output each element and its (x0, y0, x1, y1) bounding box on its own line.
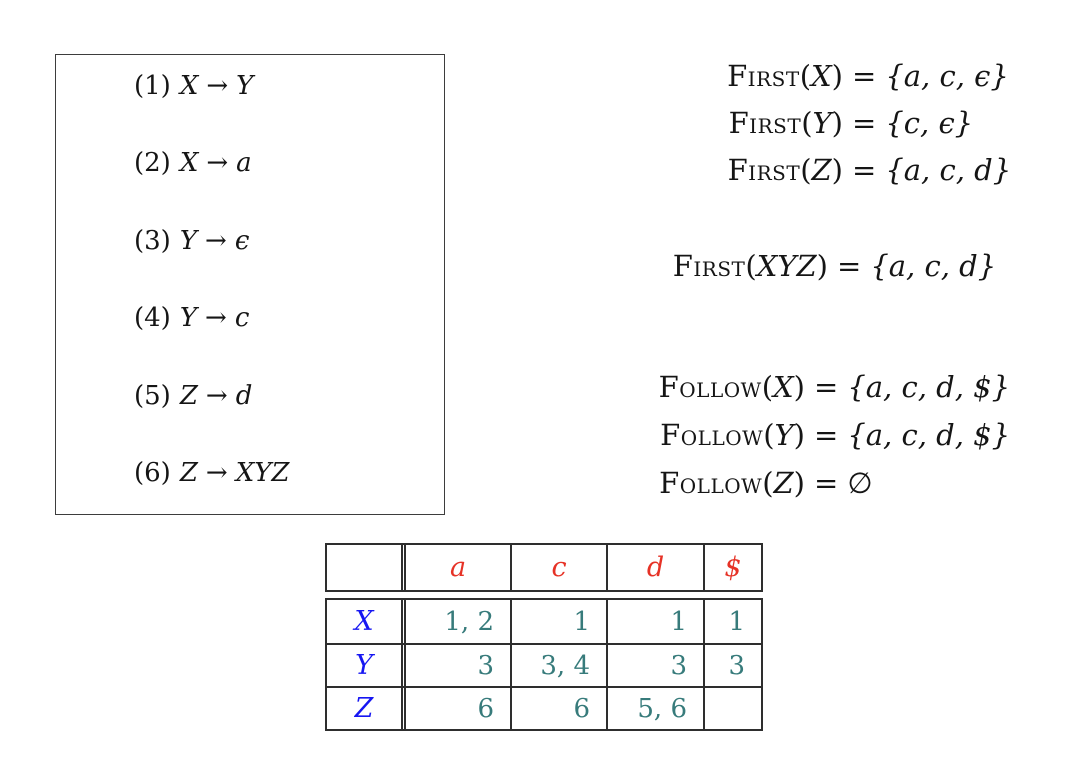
production-lhs: Z (179, 380, 198, 411)
set-rhs (814, 363, 1070, 411)
table-cell-z-c: 6 (510, 688, 606, 729)
terminal-header-dollar: $ (703, 545, 761, 590)
table-row-y (327, 643, 761, 686)
set-elements: {c, ϵ} (885, 106, 974, 140)
production-rhs: a (236, 148, 252, 179)
follow-set-line-x (580, 363, 1070, 411)
equals-sign: = (814, 466, 839, 500)
left-paren: ( (800, 153, 812, 187)
set-rhs (852, 53, 1070, 100)
parse-table (325, 543, 763, 731)
right-paren: ) (831, 153, 843, 187)
set-rhs (852, 100, 1070, 147)
table-row-x (327, 600, 761, 643)
production-rhs: ϵ (234, 225, 250, 256)
set-arg: XYZ (756, 249, 817, 283)
first-set-line-z (600, 147, 1070, 194)
nonterminal-label: Y (327, 645, 406, 686)
set-lhs (600, 53, 852, 100)
equals-sign: = (837, 249, 862, 283)
left-paren: ( (761, 370, 774, 404)
production-number: (6) (134, 457, 171, 488)
set-rhs (814, 459, 1070, 507)
production-rule-1 (134, 71, 436, 101)
follow-set-line-z (580, 459, 1070, 507)
set-lhs (600, 147, 852, 194)
first-set-line-xyz (600, 243, 1070, 290)
production-number: (4) (134, 303, 171, 334)
arrow-icon: → (205, 225, 227, 256)
right-paren: ) (793, 466, 805, 500)
production-number: (2) (134, 148, 171, 179)
parse-table-header-row (325, 543, 763, 592)
right-paren: ) (816, 249, 828, 283)
production-number: (1) (134, 71, 171, 101)
set-rhs (814, 411, 1070, 459)
set-arg: Y (774, 418, 794, 452)
production-number: (3) (134, 225, 171, 256)
set-rhs (852, 147, 1070, 194)
set-elements: {a, c, d} (870, 249, 997, 283)
table-cell-x-dollar: 1 (703, 600, 761, 643)
nonterminal-label: Z (327, 688, 406, 729)
set-arg: Z (773, 466, 794, 500)
set-arg: X (773, 370, 794, 404)
left-paren: ( (801, 106, 813, 140)
set-elements: {a, c, d, $} (847, 370, 1011, 404)
set-lhs (580, 459, 814, 507)
right-paren: ) (793, 370, 805, 404)
nonterminal-label: X (327, 600, 406, 643)
set-elements: {a, c, d} (885, 153, 1012, 187)
arrow-icon: → (205, 303, 227, 334)
table-cell-y-d: 3 (606, 645, 703, 686)
production-number: (5) (134, 380, 171, 411)
set-arg: Y (812, 106, 832, 140)
set-elements: {a, c, ϵ} (885, 59, 1009, 93)
equals-sign: = (814, 370, 839, 404)
follow-set-line-y (580, 411, 1070, 459)
set-lhs (580, 411, 814, 459)
production-rhs: d (235, 380, 253, 411)
production-rhs: Y (236, 71, 254, 101)
left-paren: ( (763, 418, 775, 452)
production-rule-4 (134, 303, 436, 333)
table-cell-y-c: 3, 4 (510, 645, 606, 686)
production-lhs: X (179, 71, 199, 101)
production-rule-3 (134, 226, 436, 256)
terminal-header-c: c (510, 545, 606, 590)
production-rule-6 (134, 458, 436, 488)
set-arg: Z (811, 153, 832, 187)
production-rhs: c (234, 303, 250, 334)
corner-cell (327, 545, 406, 590)
set-lhs (600, 243, 837, 290)
left-paren: ( (799, 59, 812, 93)
table-cell-z-dollar (703, 688, 761, 729)
set-fn-name: Follow (660, 418, 764, 452)
production-rhs: XYZ (235, 457, 290, 488)
production-lhs: Z (179, 457, 198, 488)
production-lhs: Y (179, 225, 198, 256)
grammar-productions-box (55, 54, 445, 515)
arrow-icon: → (206, 148, 229, 179)
empty-set-symbol: ∅ (847, 466, 873, 500)
production-rule-2 (134, 148, 436, 178)
arrow-icon: → (205, 457, 228, 488)
set-lhs (580, 363, 814, 411)
production-lhs: X (179, 148, 199, 179)
first-set-line-y (600, 100, 1070, 147)
table-cell-x-a: 1, 2 (444, 606, 494, 637)
arrow-icon: → (205, 380, 228, 411)
right-paren: ) (793, 418, 805, 452)
set-fn-name: Follow (658, 370, 762, 404)
first-set-line-x (600, 53, 1070, 100)
set-fn-name: First (727, 59, 800, 93)
terminal-header-d: d (606, 545, 703, 590)
table-cell-z-d: 5, 6 (606, 688, 703, 729)
equals-sign: = (814, 418, 839, 452)
table-cell-y-dollar: 3 (703, 645, 761, 686)
set-fn-name: First (728, 106, 802, 140)
right-paren: ) (831, 59, 843, 93)
table-cell-x-c: 1 (510, 600, 606, 643)
arrow-icon: → (206, 71, 229, 101)
set-fn-name: Follow (659, 466, 763, 500)
set-rhs (837, 243, 1070, 290)
equals-sign: = (852, 59, 877, 93)
parse-table-body (325, 598, 763, 731)
production-rule-5 (134, 381, 436, 411)
set-lhs (600, 100, 852, 147)
follow-sets-block (580, 363, 1070, 507)
equals-sign: = (852, 153, 877, 187)
first-sets-block (600, 53, 1070, 194)
table-cell-y-a: 3 (477, 650, 494, 681)
equals-sign: = (852, 106, 877, 140)
table-row-z (327, 686, 761, 729)
left-paren: ( (762, 466, 774, 500)
left-paren: ( (745, 249, 757, 283)
right-paren: ) (831, 106, 843, 140)
set-elements: {a, c, d, $} (847, 418, 1011, 452)
set-arg: X (811, 59, 832, 93)
table-cell-z-a: 6 (477, 693, 494, 724)
table-cell-x-d: 1 (606, 600, 703, 643)
production-lhs: Y (179, 303, 198, 334)
set-fn-name: First (727, 153, 801, 187)
terminal-header-a: a (449, 552, 467, 583)
set-fn-name: First (672, 249, 746, 283)
first-of-string-block (600, 243, 1070, 290)
